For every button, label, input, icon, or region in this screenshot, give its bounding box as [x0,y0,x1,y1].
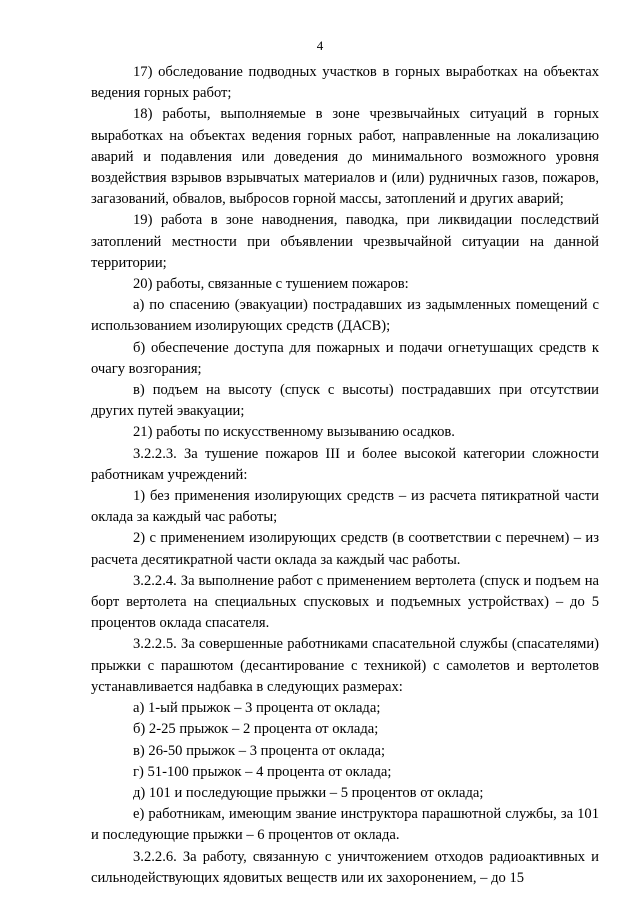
paragraph: 17) обследование подводных участков в горных выработках на объектах ведения горных работ; [91,64,599,102]
paragraph: б) 2-25 прыжок – 2 процента от оклада; [133,721,379,738]
paragraph: 2) с применением изолирующих средств (в соответствии с перечнем) – из расчета десятикратной части оклада за каждый час работы. [91,530,599,568]
paragraph: г) 51-100 прыжок – 4 процента от оклада; [133,763,392,780]
paragraph: 3.2.2.5. За совершенные работниками спасательной службы (спасателями) прыжки с парашютом (десантирование с техникой) с самолетов и вертолетов устанавливается надбавка в следующих размерах: [91,636,599,695]
paragraph: 21) работы по искусственному вызыванию осадков. [133,424,455,441]
paragraph: 3.2.2.6. За работу, связанную с уничтожением отходов радиоактивных и сильнодействующих ядовитых веществ или их захоронением, – до 15 [91,848,599,886]
paragraph: а) 1-ый прыжок – 3 процента от оклада; [133,700,381,717]
document-body [91,62,599,889]
paragraph: 3.2.2.3. За тушение пожаров III и более высокой категории сложности работникам учреждений: [91,445,599,483]
page-number: 4 [316,38,324,53]
paragraph: в) подъем на высоту (спуск с высоты) пострадавших при отсутствии других путей эвакуации; [91,382,599,420]
paragraph: 18) работы, выполняемые в зоне чрезвычайных ситуаций в горных выработках на объектах ведения горных работ, направленные на локализацию аварий и подавления или доведения до минимального возможного уровня воздействия взрывов взрывчатых материалов и (или) рудничных газов, пожаров, загазований, обвалов, выбросов горной массы, затоплений и других аварий; [91,106,599,208]
paragraph: 1) без применения изолирующих средств – из расчета пятикратной части оклада за каждый час работы; [91,488,599,526]
paragraph: 19) работа в зоне наводнения, паводка, при ликвидации последствий затоплений местности при объявлении чрезвычайной ситуации на данной территории; [91,212,599,271]
paragraph: 20) работы, связанные с тушением пожаров: [133,276,409,293]
paragraph: а) по спасению (эвакуации) пострадавших из задымленных помещений с использованием изолирующих средств (ДАСВ); [91,297,599,335]
paragraph: б) обеспечение доступа для пожарных и подачи огнетушащих средств к очагу возгорания; [91,339,599,377]
paragraph: е) работникам, имеющим звание инструктора парашютной службы, за 101 и последующие прыжки – 6 процентов от оклада. [91,806,599,844]
paragraph: 3.2.2.4. За выполнение работ с применением вертолета (спуск и подъем на борт вертолета на специальных спусковых и подъемных устройствах) – до 5 процентов оклада спасателя. [91,572,599,632]
paragraph: д) 101 и последующие прыжки – 5 процентов от оклада; [133,784,484,801]
paragraph: в) 26-50 прыжок – 3 процента от оклада; [133,742,386,759]
